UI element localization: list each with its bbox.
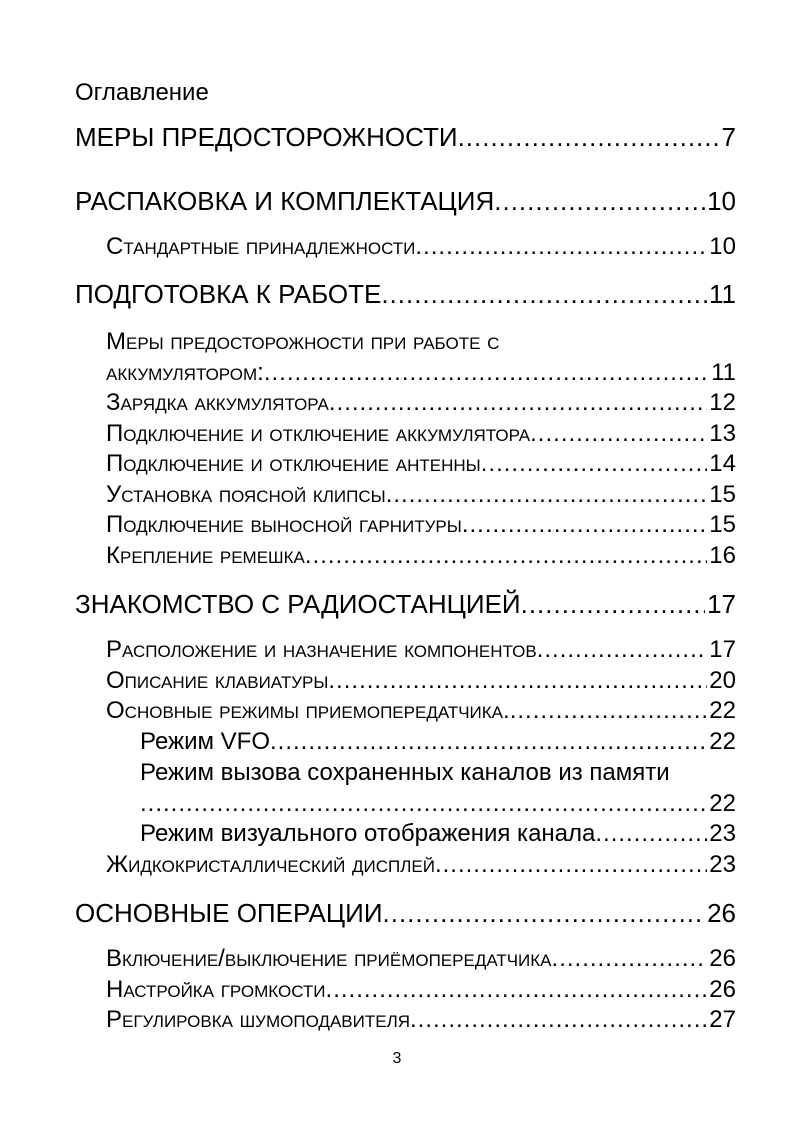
dot-leader (552, 945, 708, 973)
toc-entry[interactable] (106, 636, 736, 664)
dot-leader (264, 359, 709, 387)
dot-leader (140, 790, 707, 818)
toc-entry-page: 22 (709, 728, 736, 755)
toc-entry-title: Стандартные принадлежности (106, 233, 416, 260)
toc-entry-title: Регулировка шумоподавителя (106, 1006, 410, 1033)
toc-entry[interactable] (75, 279, 736, 310)
toc-entry-title: Зарядка аккумулятора (106, 389, 329, 416)
toc-entry-page: 13 (709, 420, 736, 447)
toc-entry-title: РАСПАКОВКА И КОМПЛЕКТАЦИЯ (75, 186, 495, 216)
toc-entry-title: Жидкокристаллический дисплей (106, 851, 435, 878)
dot-leader (326, 976, 708, 1004)
toc-entry[interactable] (75, 898, 736, 929)
toc-entry-title: Режим VFO (140, 728, 270, 755)
dot-leader (481, 450, 708, 478)
toc-entry[interactable] (106, 359, 736, 387)
toc-entry[interactable] (106, 1006, 736, 1034)
dot-leader (595, 820, 707, 848)
toc-entry[interactable] (75, 122, 736, 153)
toc-entry-title: Расположение и назначение компонентов (106, 636, 537, 663)
toc-entry-page: 12 (709, 389, 736, 416)
toc-entry-title: ПОДГОТОВКА К РАБОТЕ (75, 279, 382, 309)
toc-entry-page: 26 (709, 976, 736, 1003)
dot-leader (462, 511, 707, 539)
toc-entry-page: 11 (709, 279, 736, 309)
toc-entry-page: 17 (707, 589, 736, 619)
toc-entry[interactable] (75, 589, 736, 620)
toc-entry[interactable] (140, 820, 736, 848)
toc-entry[interactable] (140, 728, 736, 756)
toc-entry[interactable] (106, 976, 736, 1004)
toc-entry-page: 15 (709, 511, 736, 538)
toc-entry[interactable] (106, 450, 736, 478)
toc-entry[interactable] (75, 186, 736, 217)
toc-entry-title: Режим визуального отображения канала (140, 820, 596, 847)
toc-entry-page: 26 (707, 898, 736, 928)
toc-entry-page: 22 (709, 790, 736, 817)
toc-entry[interactable] (106, 481, 736, 509)
dot-leader (415, 233, 707, 261)
toc-heading: Оглавление (75, 79, 209, 106)
toc-entry-title[interactable]: Режим вызова сохраненных каналов из памяти (140, 759, 670, 786)
dot-leader (458, 122, 720, 153)
dot-leader (410, 1006, 707, 1034)
toc-entry-title: Подключение и отключение аккумулятора (106, 420, 531, 447)
toc-entry-title: аккумулятором: (106, 359, 264, 386)
dot-leader (329, 389, 707, 417)
toc-entry[interactable] (106, 851, 736, 879)
toc-entry[interactable] (140, 790, 736, 818)
toc-entry[interactable] (106, 233, 736, 261)
dot-leader (510, 697, 708, 725)
toc-entry-title: Включение/выключение приёмопередатчика (106, 945, 552, 972)
dot-leader (381, 279, 707, 310)
dot-leader (328, 667, 707, 695)
toc-entry-page: 10 (709, 233, 736, 260)
toc-entry-page: 20 (709, 667, 736, 694)
toc-entry-title: Настройка громкости (106, 976, 326, 1003)
toc-entry-title: Установка поясной клипсы (106, 481, 386, 508)
dot-leader (530, 420, 707, 448)
dot-leader (383, 898, 706, 929)
toc-entry[interactable] (106, 542, 736, 570)
toc-entry[interactable] (106, 697, 736, 725)
toc-entry-title: Описание клавиатуры (106, 667, 329, 694)
toc-entry-page: 7 (721, 122, 736, 152)
toc-entry[interactable] (106, 420, 736, 448)
toc-entry-page: 10 (707, 186, 736, 216)
dot-leader (537, 636, 708, 664)
toc-entry[interactable] (106, 511, 736, 539)
dot-leader (305, 542, 707, 570)
toc-entry-title: ЗНАКОМСТВО С РАДИОСТАНЦИЕЙ (75, 589, 521, 619)
toc-entry-page: 14 (709, 450, 736, 477)
toc-entry-title: Основные режимы приемопередатчика. (106, 697, 510, 724)
toc-entry-page: 26 (709, 945, 736, 972)
dot-leader (521, 589, 705, 620)
toc-entry-title-line1[interactable]: Меры предосторожности при работе с (106, 328, 500, 355)
toc-entry[interactable] (106, 667, 736, 695)
toc-entry-page: 15 (709, 481, 736, 508)
toc-entry-page: 16 (709, 542, 736, 569)
toc-entry-title: Подключение выносной гарнитуры (106, 511, 462, 538)
toc-entry-page: 23 (709, 820, 736, 847)
toc-entry-title: ОСНОВНЫЕ ОПЕРАЦИИ (75, 898, 383, 928)
toc-entry-title: Подключение и отключение антенны (106, 450, 481, 477)
dot-leader (270, 728, 707, 756)
dot-leader (494, 186, 705, 217)
page-number: 3 (392, 1050, 402, 1067)
toc-entry-title: МЕРЫ ПРЕДОСТОРОЖНОСТИ (75, 122, 458, 152)
dot-leader (435, 851, 707, 879)
toc-entry-page: 27 (709, 1006, 736, 1033)
toc-entry-page: 22 (709, 697, 736, 724)
toc-entry-page: 23 (709, 851, 736, 878)
toc-entry[interactable] (106, 945, 736, 973)
toc-entry-page: 11 (711, 359, 736, 386)
toc-entry-title: Крепление ремешка (106, 542, 305, 569)
dot-leader (386, 481, 708, 509)
toc-entry[interactable] (106, 389, 736, 417)
toc-entry-page: 17 (709, 636, 736, 663)
